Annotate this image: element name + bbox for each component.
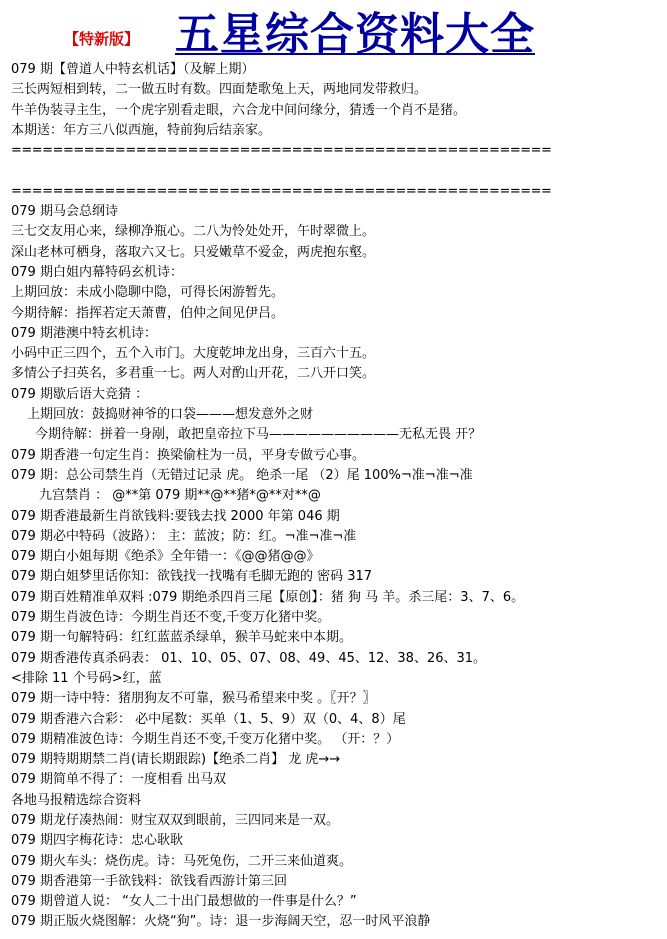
text-line: 079 期四字梅花诗：忠心耿耿 xyxy=(11,833,183,849)
text-line: 079 期精准波色诗：今期生肖还不变,千变万化猪中奖。 （开：？） xyxy=(11,731,400,747)
text-line: 079 期百姓精准单双料 :079 期绝杀四肖三尾【原创】：猪 狗 马 羊。杀三尾：3、7、6。 xyxy=(11,589,525,605)
text-line: 079 期香港一句定生肖：换梁偷柱为一员，平身专做亏心事。 xyxy=(11,447,365,463)
text-line: 各地马报精选综合资料 xyxy=(11,792,142,808)
text-line: 079 期正版火烧图解：火烧“狗”。诗：退一步海阔天空，忍一时风平浪静 xyxy=(11,914,431,930)
text-line: 上期回放：鼓捣财神爷的口袋———想发意外之财 xyxy=(27,407,314,423)
text-line: 079 期马会总纲诗 xyxy=(11,204,118,220)
text-line: 今期待解：指挥若定天萧曹，伯仲之间见伊吕。 xyxy=(11,305,285,321)
text-line: 079 期【曾道人中特玄机话】（及解上期） xyxy=(11,62,255,77)
text-line: 079 期香港传真杀码表： 01、10、05、07、08、49、45、12、38、26、31。 xyxy=(11,650,487,666)
text-line: 079 期白姐内幕特码玄机诗： xyxy=(11,264,183,280)
text-line: 079 期白小姐每期《绝杀》全年错一：《@@猪@@》 xyxy=(11,549,320,565)
text-line: 079 期火车头：烧伤虎。诗：马死兔伤，二开三来仙道爽。 xyxy=(11,853,352,869)
text-line: 079 期简单不得了：一度相看 出马双 xyxy=(11,772,227,788)
text-line: 079 期必中特码（波路）： 主：蓝波；防：红。¬准¬准¬准 xyxy=(11,528,357,544)
page-title: 五星综合资料大全 xyxy=(175,9,535,60)
text-line: 079 期香港六合彩： 必中尾数：买单（1、5、9）双（0、4、8）尾 xyxy=(11,711,406,727)
text-line: 079 期：总公司禁生肖（无错过记录 虎。 绝杀一尾 （2）尾 100%¬准¬准¬准 xyxy=(11,467,473,483)
text-line: 079 期特期期禁二肖(请长期跟踪)【绝杀二肖】 龙 虎→→ xyxy=(11,752,341,768)
text-line: 079 期一诗中特：猪朋狗友不可靠，猴马希望来中奖 。〖开？〗 xyxy=(11,691,376,707)
document-body xyxy=(11,60,661,933)
text-line: 079 期香港第一手欲钱料：欲钱看西游计第三回 xyxy=(11,873,287,889)
blank-line xyxy=(11,161,661,181)
text-line: 079 期一句解特码：红红蓝蓝杀绿单，猴羊马蛇来中本期。 xyxy=(11,630,352,646)
text-line: 079 期歇后语大竞猜 ： xyxy=(11,386,149,402)
separator-line: ==================================================== xyxy=(11,143,552,159)
text-line: 079 期香港最新生肖欲钱料:要钱去找 2000 年第 046 期 xyxy=(11,508,340,524)
text-line: 079 期白姐梦里话你知：欲钱找一找嘴有毛脚无跑的 密码 317 xyxy=(11,569,373,585)
text-line: 上期回放：未成小隐聊中隐，可得长闲游暂先。 xyxy=(11,285,285,301)
separator-line: ==================================================== xyxy=(11,183,552,199)
edition-badge: 【特新版】 xyxy=(64,30,140,48)
text-line: 小码中正三四个，五个入市门。大度乾坤龙出身，三百六十五。 xyxy=(11,346,376,362)
text-line: 九宫禁肖 ： @**第 079 期**@**猪*@**对**@ xyxy=(39,488,321,504)
text-line: 079 期生肖波色诗：今期生肖还不变,千变万化猪中奖。 xyxy=(11,610,331,626)
text-line: 今期待解：拼着一身剐，敢把皇帝拉下马——————————无私无畏 开？ xyxy=(35,427,482,443)
text-line: 079 期港澳中特玄机诗： xyxy=(11,325,157,341)
text-line: 079 期曾道人说： “女人二十出门最想做的一件事是什么？” xyxy=(11,894,357,910)
text-line: 本期送：年方三八似西施，特前狗后结亲家。 xyxy=(11,122,272,138)
text-line: 牛羊伪装寻主生，一个虎字别看走眼，六合龙中间问缘分，猜透一个肖不是猪。 xyxy=(11,102,467,118)
text-line: 深山老林可栖身，落取六又七。只爱嫩草不爱金，两虎抱东壑。 xyxy=(11,244,376,260)
text-line: 三七交友用心来，绿柳净瓶心。二八为怜处处开，午时翠微上。 xyxy=(11,224,376,240)
text-line: 079 期龙仔凑热闹：财宝双双到眼前，三四同来是一双。 xyxy=(11,812,339,828)
text-line: 三长两短相到转，二一做五时有数。四面楚歌兔上天，两地同发带救归。 xyxy=(11,82,428,98)
page-header xyxy=(0,0,667,58)
text-line: 多情公子扫英名，多君重一七。两人对酌山开花，二八开口笑。 xyxy=(11,366,376,382)
text-line: <排除 11 个号码>红，蓝 xyxy=(11,670,162,686)
